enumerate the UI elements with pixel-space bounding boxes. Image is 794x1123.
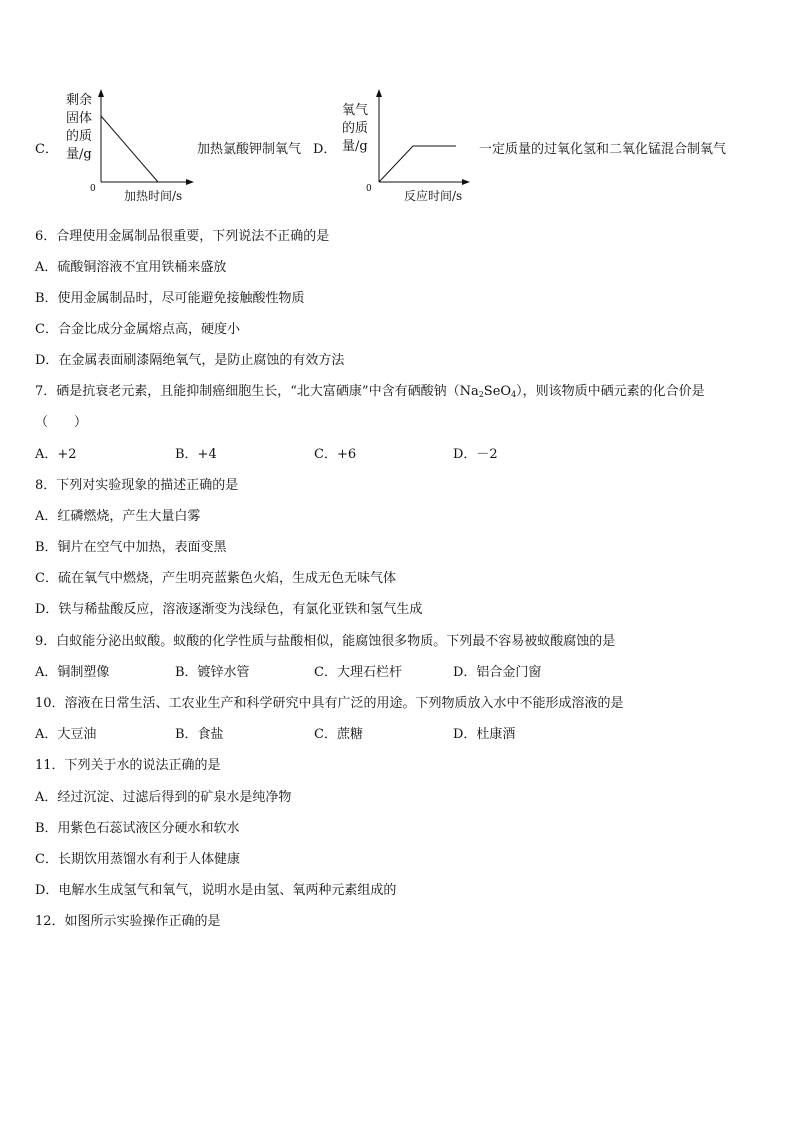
q12-stem: 12．如图所示实验操作正确的是 — [35, 914, 221, 929]
graph-c-data-line — [101, 116, 158, 182]
q7-option-a: A．+2 — [35, 447, 77, 462]
graph-c-xlabel: 加热时间/s — [124, 189, 183, 203]
q11-option-c: C．长期饮用蒸馏水有利于人体健康 — [35, 852, 240, 867]
q5-option-d-graph — [336, 86, 471, 206]
q5-option-c-graph — [60, 86, 195, 206]
q7-stem — [35, 383, 705, 404]
graph-c-origin-label: 0 — [90, 184, 96, 194]
q7-stem-sub1: 2 — [478, 390, 484, 399]
graph-c-ylabel-line-2: 固体 — [66, 111, 93, 126]
q7-stem-blank: （ ） — [35, 415, 88, 430]
graph-c-ylabel-line-4: 量/g — [66, 147, 92, 162]
q9-option-b: B．镀锌水管 — [175, 665, 250, 680]
graph-c-ylabel-line-1: 剩余 — [66, 93, 93, 108]
q10-option-d: D．杜康酒 — [453, 727, 516, 742]
q8-option-c: C．硫在氧气中燃烧，产生明亮蓝紫色火焰，生成无色无味气体 — [35, 571, 396, 586]
q10-option-b: B．食盐 — [175, 727, 224, 742]
q7-option-d: D．－2 — [453, 447, 498, 462]
q7-option-c: C．+6 — [314, 447, 357, 462]
q7-option-b: B．+4 — [175, 447, 217, 462]
graph-d-ylabel-line-3: 量/g — [342, 139, 368, 154]
q5-option-c-letter: C． — [35, 142, 58, 157]
q5-option-c-caption: 加热氯酸钾制氧气 — [197, 142, 302, 157]
q10-option-c: C．蔗糖 — [314, 727, 363, 742]
q5-option-d-letter: D． — [313, 142, 337, 157]
q9-stem: 9．白蚁能分泌出蚁酸。蚁酸的化学性质与盐酸相似，能腐蚀很多物质。下列最不容易被蚁酸腐蚀的是 — [35, 634, 616, 649]
q8-option-b: B．铜片在空气中加热，表面变黑 — [35, 540, 227, 555]
q7-stem-pre: 7．硒是抗衰老元素，且能抑制癌细胞生长，“北大富硒康”中含有硒酸钠（Na — [35, 384, 479, 399]
graph-c-ylabel-line-3: 的质 — [66, 129, 93, 144]
q6-stem: 6．合理使用金属制品很重要，下列说法不正确的是 — [35, 229, 330, 244]
q11-option-d: D．电解水生成氢气和氧气，说明水是由氢、氧两种元素组成的 — [35, 883, 397, 898]
q7-stem-mid: SeO — [483, 384, 512, 399]
q10-stem: 10．溶液在日常生活、工农业生产和科学研究中具有广泛的用途。下列物质放入水中不能形成溶液的是 — [35, 696, 624, 711]
q9-option-d: D．铝合金门窗 — [453, 665, 542, 680]
graph-d-xlabel: 反应时间/s — [404, 189, 463, 203]
q6-option-a: A．硫酸铜溶液不宜用铁桶来盛放 — [35, 260, 227, 275]
q9-option-c: C．大理石栏杆 — [314, 665, 402, 680]
q10-option-a: A．大豆油 — [35, 727, 97, 742]
q6-option-b: B．使用金属制品时，尽可能避免接触酸性物质 — [35, 291, 305, 306]
q9-option-a: A．铜制塑像 — [35, 665, 110, 680]
graph-d-origin-label: 0 — [366, 184, 372, 194]
graph-d-ylabel-line-1: 氧气 — [342, 103, 369, 118]
q5-option-d-caption: 一定质量的过氧化氢和二氧化锰混合制氧气 — [479, 142, 727, 157]
q6-option-d: D．在金属表面刷漆隔绝氧气，是防止腐蚀的有效方法 — [35, 353, 345, 368]
q11-option-a: A．经过沉淀、过滤后得到的矿泉水是纯净物 — [35, 790, 292, 805]
q11-option-b: B．用紫色石蕊试液区分硬水和软水 — [35, 821, 240, 836]
q8-stem: 8．下列对实验现象的描述正确的是 — [35, 478, 239, 493]
graph-d-data-line — [379, 146, 456, 182]
q6-option-c: C．合金比成分金属熔点高，硬度小 — [35, 322, 240, 337]
q7-stem-post: ），则该物质中硒元素的化合价是 — [516, 384, 705, 399]
q11-stem: 11．下列关于水的说法正确的是 — [35, 758, 221, 773]
q7-stem-sub2: 4 — [511, 390, 517, 399]
graph-d-ylabel-line-2: 的质 — [342, 121, 369, 136]
q8-option-d: D．铁与稀盐酸反应，溶液逐渐变为浅绿色，有氯化亚铁和氢气生成 — [35, 602, 423, 617]
q8-option-a: A．红磷燃烧，产生大量白雾 — [35, 509, 201, 524]
